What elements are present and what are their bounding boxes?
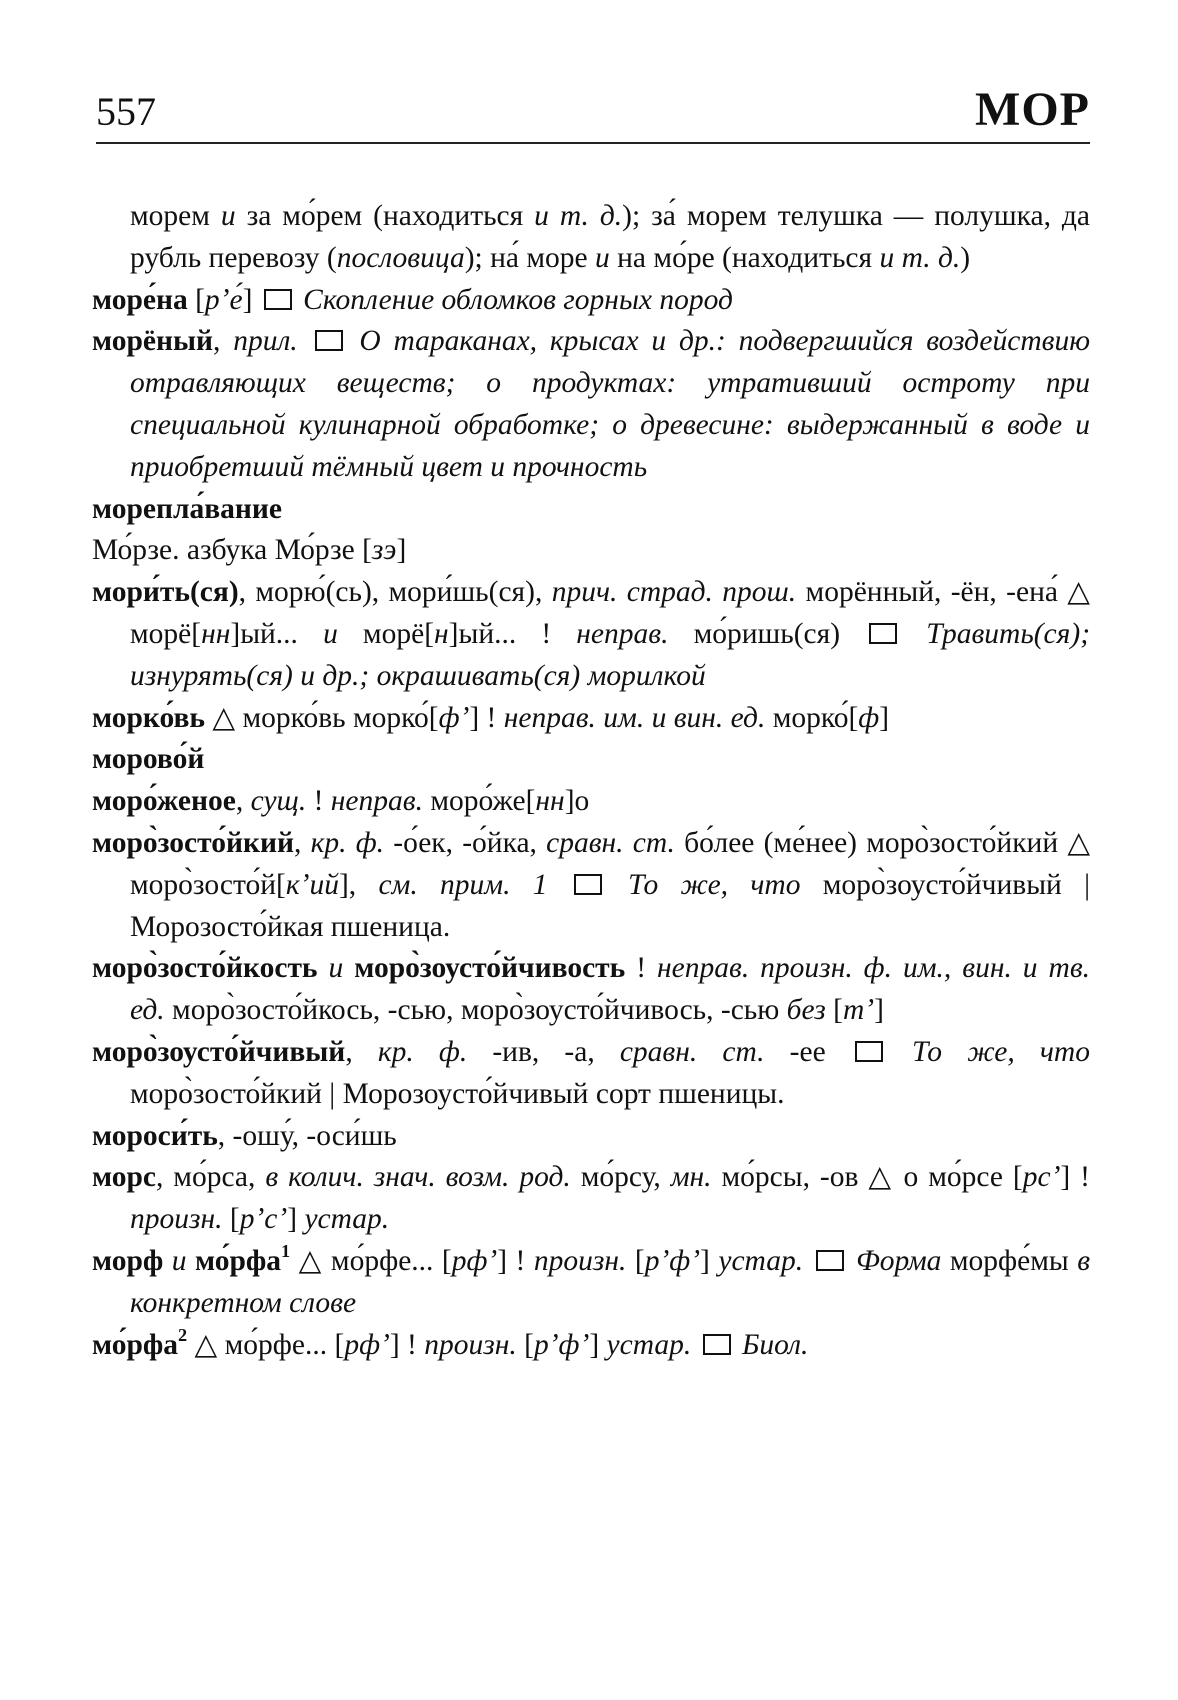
entry-text: ]	[287, 1203, 305, 1236]
entry-text: [	[626, 1244, 645, 1277]
dictionary-entry	[92, 823, 1090, 948]
definition-box-icon	[855, 1041, 883, 1062]
italic-note: О тараканах, крысах и др.: подвергшийся воздействию отравляющих веществ; о продуктах: утративший остроту при специальной кулинарной обработке; о древесине: выдержанный в воде и приобретший тёмный цвет и прочность	[130, 325, 1091, 483]
entry-text: моро̀зосто́йкий | Морозоусто́йчивый сорт пшеницы.	[130, 1077, 785, 1110]
italic-note: нн	[201, 617, 231, 650]
italic-note: устар.	[304, 1203, 390, 1236]
italic-note: сравн. ст.	[546, 826, 675, 859]
entry-text: морё[	[337, 617, 435, 650]
italic-note: и	[595, 241, 610, 274]
definition-box-icon	[703, 1334, 731, 1355]
dictionary-entry	[92, 280, 1090, 322]
headword: мороси́ть	[92, 1119, 218, 1152]
entry-text	[606, 869, 628, 901]
entry-text: ]ый... !	[448, 617, 577, 650]
dictionary-entry	[92, 1116, 1090, 1158]
entry-text: Мо́рзе	[92, 534, 173, 567]
headword: мори́ть(ся)	[92, 576, 239, 609]
entry-text: [	[516, 1328, 534, 1361]
headword: моро́женое	[92, 785, 236, 818]
italic-note: рсʼ	[1022, 1161, 1061, 1194]
entry-text: ]	[874, 994, 884, 1027]
entry-text: морфе́мы	[941, 1244, 1078, 1277]
entry-text: ); на́ море	[464, 241, 596, 274]
entry-text: ] !	[1060, 1161, 1090, 1194]
italic-note: прил.	[233, 325, 298, 358]
dictionary-entry	[92, 739, 1090, 781]
italic-note: н	[434, 617, 449, 650]
entry-text: ,	[293, 826, 311, 859]
italic-note: мн.	[670, 1161, 712, 1194]
dictionary-entry	[92, 530, 1090, 572]
entry-text: [	[825, 994, 843, 1027]
italic-note: рфʼ	[344, 1328, 390, 1361]
entry-text: △ мо́рфе... [	[187, 1328, 345, 1361]
headword: морепла́вание	[92, 492, 283, 525]
entry-text: △ морко́вь морко́[	[205, 701, 439, 734]
entry-text	[735, 1329, 742, 1361]
headword: мо́рфа	[92, 1328, 179, 1361]
entry-text: !	[306, 785, 331, 818]
italic-note: ф	[858, 701, 880, 734]
dictionary-entry	[92, 1157, 1090, 1241]
italic-note: см. прим. 1	[378, 868, 548, 901]
italic-note: рʼфʼ	[533, 1328, 590, 1361]
dictionary-entry	[92, 196, 1090, 280]
italic-note: Скопление обломков горных пород	[303, 283, 733, 316]
running-head: МОР	[975, 83, 1090, 136]
entry-text: [	[187, 283, 205, 316]
homonym-index: 1	[281, 1240, 291, 1261]
headword: море́на	[92, 283, 188, 316]
italic-note: произн.	[533, 1244, 627, 1277]
entry-text: ); за́ морем телушка — полушка, да рубль перевозу (	[130, 200, 1090, 274]
italic-note: Форма	[856, 1244, 942, 1277]
entry-text	[298, 325, 311, 357]
entry-text	[548, 869, 570, 901]
entry-text: △ мо́рфе... [	[290, 1244, 452, 1277]
italic-note: неправ.	[330, 785, 423, 818]
entry-text	[347, 325, 360, 357]
entry-text: на мо́ре (находиться	[609, 241, 880, 274]
italic-note: рʼфʼ	[644, 1244, 701, 1277]
italic-note: То же, что	[911, 1035, 1090, 1068]
dictionary-entry	[92, 1241, 1090, 1325]
italic-note: Травить(ся); изнурять(ся) и др.; окрашивать(ся) морилкой	[130, 617, 1091, 692]
headword: морс	[92, 1161, 156, 1194]
italic-note: и т. д.	[534, 200, 623, 232]
italic-note: неправ.	[576, 617, 669, 650]
page-number: 557	[96, 89, 156, 134]
dictionary-entry	[92, 781, 1090, 823]
entry-text	[187, 1245, 195, 1277]
italic-note: и	[220, 200, 236, 232]
dictionary-entry	[92, 572, 1090, 697]
entry-text: ]	[242, 283, 260, 316]
italic-note: без	[786, 994, 826, 1027]
italic-note: неправ. им. и вин. ед.	[503, 701, 766, 734]
header-rule	[96, 142, 1090, 144]
entry-text: ,	[235, 785, 251, 818]
entry-text: !	[625, 952, 658, 985]
italic-note: устар.	[606, 1328, 692, 1361]
entry-text: -ив, -а,	[467, 1035, 620, 1068]
italic-note: устар.	[718, 1244, 804, 1277]
italic-note: тʼ	[842, 994, 875, 1027]
italic-note: кʼий	[285, 868, 339, 901]
italic-note: неправ. произн. ф. им., вин. и тв. ед.	[130, 952, 1091, 1027]
definition-box-icon	[869, 623, 897, 644]
headword: морёный	[92, 325, 213, 358]
entry-text	[803, 1245, 811, 1277]
entry-text: моро̀зосто́йкось, -сью, моро̀зоусто́йчивось, -сью	[164, 994, 787, 1027]
entry-text: бо́лее (ме́нее) моро̀зосто́йкий △ моро̀зосто́й[	[130, 826, 1091, 901]
entry-text: мо́рсу,	[570, 1161, 671, 1194]
dictionary-entry	[92, 489, 1090, 531]
headword: морф	[92, 1244, 164, 1277]
entry-text	[901, 618, 926, 650]
page-header	[96, 82, 1090, 142]
dictionary-entry	[92, 1325, 1090, 1367]
entry-text	[343, 952, 354, 984]
headword: морово́й	[92, 743, 205, 776]
headword: моро̀зоусто́йчивый	[92, 1035, 346, 1068]
italic-note: рʼе́	[204, 283, 243, 316]
italic-note: произн.	[424, 1328, 517, 1361]
dictionary-entry	[92, 948, 1090, 1032]
entry-text: , -ошу́, -оси́шь	[217, 1119, 397, 1152]
entry-text: -ее	[764, 1035, 851, 1068]
italic-note: сравн. ст.	[619, 1035, 765, 1068]
entry-text	[318, 952, 329, 984]
headword: морко́вь	[92, 701, 206, 734]
dictionary-column	[92, 196, 1090, 1366]
entry-text	[848, 1245, 856, 1277]
headword: моро̀зосто́йкий	[92, 826, 294, 859]
italic-note: произн.	[130, 1203, 223, 1236]
definition-box-icon	[315, 330, 343, 351]
italic-note: и	[323, 617, 338, 650]
entry-text: ]	[700, 1244, 719, 1277]
entry-text: морем	[130, 200, 221, 232]
definition-box-icon	[816, 1250, 844, 1271]
entry-text	[691, 1329, 698, 1361]
italic-note: прич. страд. прош.	[551, 576, 797, 609]
italic-note: кр. ф.	[377, 1035, 468, 1068]
entry-text: ]	[879, 701, 890, 734]
entry-text: ] !	[389, 1328, 425, 1361]
italic-note: То же, что	[628, 868, 801, 901]
entry-text: морённый, -ён, -ена́ △ морё[	[130, 576, 1090, 650]
entry-text: ] !	[497, 1244, 534, 1277]
entry-text: ]ый...	[230, 617, 324, 650]
entry-text: , мо́рса,	[155, 1161, 266, 1194]
entry-text: ],	[338, 868, 379, 901]
italic-note: кр. ф.	[310, 826, 385, 859]
definition-box-icon	[574, 874, 602, 895]
headword: моро̀зосто́йкость	[92, 952, 318, 985]
homonym-index: 2	[178, 1324, 188, 1345]
italic-note: в конкретном слове	[130, 1244, 1091, 1319]
entry-text: ]о	[564, 785, 590, 818]
entry-text	[163, 1245, 171, 1277]
italic-note: и	[328, 952, 344, 985]
entry-text: морко́[	[765, 701, 859, 734]
headword-variant: моро̀зоусто́йчивость	[354, 952, 626, 985]
entry-text: мо́ришь(ся)	[668, 617, 866, 650]
entry-text: ] !	[469, 701, 504, 734]
italic-note: сущ.	[250, 785, 307, 818]
entry-text: ,	[212, 325, 234, 358]
dictionary-entry	[92, 698, 1090, 740]
italic-note: Биол.	[742, 1328, 809, 1361]
entry-text: . азбука Мо́рзе [	[172, 534, 372, 567]
italic-note: в колич. знач. возм. род.	[265, 1161, 571, 1194]
italic-note: и т. д.	[879, 241, 961, 274]
entry-text: )	[960, 241, 971, 274]
italic-note: пословица	[336, 241, 465, 274]
italic-note: нн	[535, 785, 565, 818]
entry-text: ]	[589, 1328, 607, 1361]
italic-note: рфʼ	[451, 1244, 498, 1277]
entry-text: , морю́(сь), мори́шь(ся),	[238, 576, 552, 609]
entry-text: ,	[345, 1035, 378, 1068]
dictionary-entry	[92, 321, 1090, 488]
entry-text: моро̀зоусто́йчивый | Морозосто́йкая пшеница.	[130, 868, 1091, 943]
entry-text	[887, 1036, 912, 1068]
entry-text: [	[222, 1203, 240, 1236]
entry-text: мо́рсы, -ов △ о мо́рсе [	[711, 1161, 1023, 1194]
italic-note: фʼ	[438, 701, 470, 734]
dictionary-entry	[92, 1032, 1090, 1116]
entry-text: -о́ек, -о́йка,	[384, 826, 547, 859]
italic-note: зэ	[371, 534, 397, 567]
definition-box-icon	[264, 289, 292, 310]
entry-text: за мо́рем (находиться	[235, 200, 535, 232]
entry-text: ]	[396, 534, 407, 567]
italic-note: и	[171, 1244, 187, 1277]
italic-note: рʼсʼ	[239, 1203, 288, 1236]
headword-variant: мо́рфа	[195, 1244, 282, 1277]
entry-text: моро́же[	[422, 785, 536, 818]
